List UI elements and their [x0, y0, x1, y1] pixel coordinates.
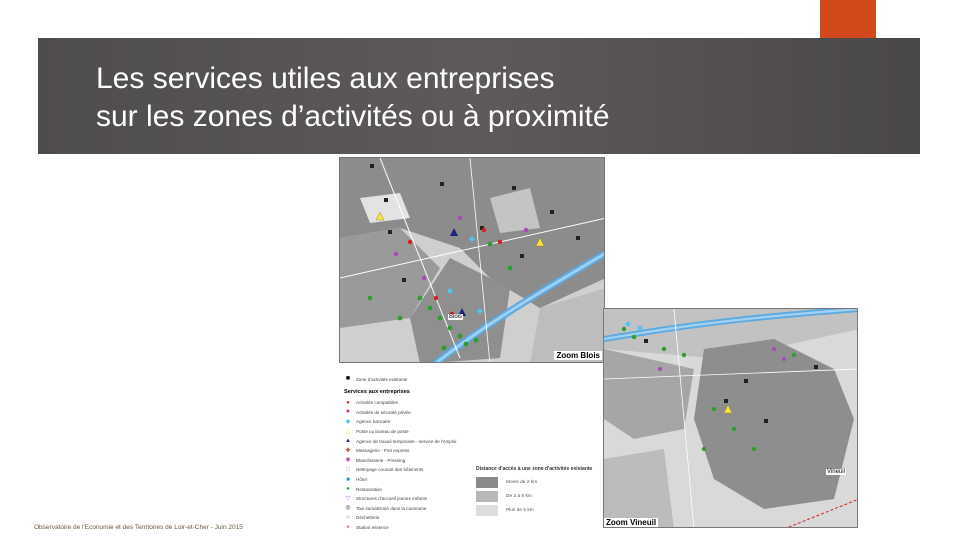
map-blois: [339, 157, 605, 363]
legend-item: [344, 398, 472, 408]
legend-item-label: Station essence: [356, 525, 389, 531]
legend-item-label: Activités de sécurité privée: [356, 409, 411, 415]
distance-legend-title: Distance d'accès à une zone d'activités existante: [476, 466, 593, 472]
footer-source: Observatoire de l'Economie et des Territoires de Loir-et-Cher - Juin 2015: [34, 524, 243, 531]
map-blois-place-label: Blois: [449, 314, 463, 320]
legend-item: [344, 436, 472, 446]
distance-legend: [476, 466, 606, 518]
lilac-triangle-icon: ▽: [345, 495, 351, 502]
legend-item-label: Déchetterie: [356, 515, 380, 521]
distance-legend-label: Moins de 2 km: [506, 479, 538, 485]
legend-item: [344, 504, 472, 514]
distance-legend-label: De 2 à 5 km: [506, 493, 532, 499]
legend-item-label: Hôtel: [356, 477, 367, 483]
distance-swatch: [476, 505, 498, 516]
distance-legend-item: [476, 504, 606, 516]
legend-item: [344, 484, 472, 494]
services-legend: [344, 374, 472, 532]
purple-circle-icon: ◉: [345, 457, 351, 464]
legend-item-label: Agence bancaire: [356, 419, 391, 425]
map-vineuil: [603, 308, 858, 528]
slide-title-line2: sur les zones d’activités ou à proximité: [96, 100, 610, 133]
distance-legend-label: Plus de 5 km: [506, 507, 534, 513]
legend-item-label: Structures d'accueil jeunes enfants: [356, 496, 428, 502]
blue-square-icon: ■: [346, 476, 350, 483]
map-blois-drawing: [340, 158, 605, 363]
legend-existing-zone-label: Zone d'activités existante: [356, 376, 408, 382]
distance-swatch: [476, 491, 498, 502]
legend-existing-zone: [344, 374, 472, 384]
legend-item: [344, 427, 472, 437]
legend-item: [344, 446, 472, 456]
green-circle-icon: ●: [346, 486, 350, 493]
legend-item-label: Activités comptables: [356, 400, 398, 406]
legend-item: [344, 408, 472, 418]
navy-triangle-icon: ▲: [345, 438, 351, 445]
star-icon: ★: [345, 409, 351, 416]
legend-item-label: Taxi immatriculé dans la commune: [356, 505, 427, 511]
legend-items: [344, 398, 472, 532]
map-vineuil-drawing: [604, 309, 858, 528]
legend-item: [344, 475, 472, 485]
legend-item-label: Blanchisserie - Pressing: [356, 457, 406, 463]
distance-legend-item: [476, 476, 606, 488]
fuel-icon: ✦: [345, 524, 351, 531]
distance-legend-items: [476, 476, 606, 516]
distance-swatch: [476, 477, 498, 488]
red-circle-icon: ●: [346, 399, 350, 406]
legend-item: [344, 456, 472, 466]
legend-item: [344, 494, 472, 504]
legend-item-label: Nettoyage courant des bâtiments: [356, 467, 424, 473]
slide-title: [96, 60, 796, 136]
grey-square-icon: □: [346, 466, 350, 473]
legend-item-label: Restauration: [356, 486, 383, 492]
light-square-icon: ■: [346, 514, 350, 521]
distance-legend-item: [476, 490, 606, 502]
yellow-triangle-icon: △: [345, 428, 351, 435]
legend-item: [344, 417, 472, 427]
legend-heading: Services aux entreprises: [344, 389, 410, 395]
black-square-icon: ■: [345, 375, 351, 382]
map-blois-zoom-label: Zoom Blois: [556, 351, 600, 360]
taxi-icon: ◎: [345, 505, 351, 512]
map-vineuil-place-label: Vineuil: [827, 469, 845, 475]
legend-item-label: Agence de travail temporaire - service de l'emploi: [356, 438, 457, 444]
map-vineuil-zoom-label: Zoom Vineuil: [606, 518, 657, 527]
red-cross-icon: ✚: [345, 447, 351, 454]
legend-item: [344, 523, 472, 533]
slide-title-line1: Les services utiles aux entreprises: [96, 62, 555, 95]
legend-item: [344, 465, 472, 475]
legend-item-label: Messagerie - Fret express: [356, 448, 410, 454]
legend-item-label: Poste ou bureau de poste: [356, 429, 409, 435]
legend-item: [344, 513, 472, 523]
blue-diamond-icon: ◆: [345, 418, 351, 425]
